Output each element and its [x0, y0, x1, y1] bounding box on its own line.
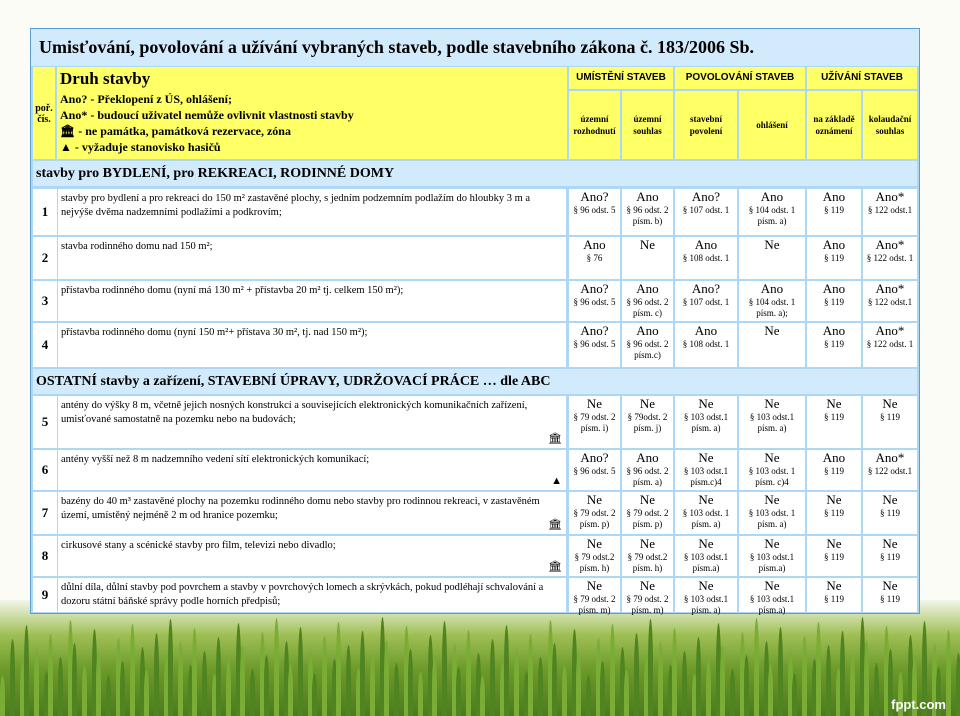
- answer-value: Ne: [764, 323, 780, 338]
- answer-cell: [569, 281, 620, 321]
- answer-cell: [675, 396, 737, 448]
- paragraph-reference: § 119: [824, 253, 844, 263]
- answer-value: Ne: [639, 396, 656, 411]
- row-description: [58, 396, 566, 448]
- paragraph-reference: § 119: [824, 297, 844, 307]
- answer-cell: [807, 189, 861, 235]
- answer-value: Ano?: [580, 450, 609, 465]
- row-description: [58, 189, 566, 235]
- answer-value: Ano: [822, 450, 846, 465]
- answer-value: Ano: [636, 323, 659, 338]
- answer-value: Ne: [882, 396, 898, 411]
- answer-value: Ne: [698, 492, 714, 507]
- paragraph-reference: § 103 odst.1 písm.a): [683, 552, 729, 573]
- answer-value: Ne: [882, 578, 898, 593]
- paragraph-reference: § 103 odst. 1 písm. a): [748, 508, 796, 529]
- answer-value: Ne: [639, 578, 656, 593]
- answer-cell: [863, 281, 917, 321]
- grass-blade: [600, 661, 605, 716]
- law-table: [30, 28, 920, 614]
- paragraph-reference: § 96 odst. 2 písm. a): [626, 466, 669, 487]
- paragraph-reference: § 122 odst.1: [867, 205, 913, 215]
- grass-blade: [802, 636, 807, 716]
- answer-cell: [622, 536, 673, 576]
- answer-cell: [807, 492, 861, 534]
- answer-value: Ano*: [875, 189, 905, 204]
- answer-value: Ne: [764, 536, 780, 551]
- grass-blade: [346, 645, 351, 716]
- grass-blade: [562, 666, 567, 716]
- grass-blade: [106, 675, 111, 716]
- grass-blade: [394, 663, 399, 716]
- row-number: 5: [33, 396, 57, 448]
- row-number: 7: [33, 492, 57, 534]
- grass-blade: [456, 667, 461, 716]
- answer-cell: [675, 536, 737, 576]
- paragraph-reference: § 103 odst.1 písm.a): [749, 552, 795, 573]
- paragraph-reference: § 122 odst. 1: [866, 253, 914, 263]
- answer-cell: [675, 281, 737, 321]
- row-description: [58, 237, 566, 279]
- answer-value: Ano: [636, 281, 659, 296]
- paragraph-reference: § 119: [824, 466, 844, 476]
- legend-line: Ano? - Překlopení z ÚS, ohlášení;: [60, 92, 233, 106]
- paragraph-reference: § 96 odst. 2 písm. b): [626, 205, 669, 226]
- grass-blade: [144, 670, 149, 716]
- answer-value: Ne: [586, 536, 603, 551]
- answer-value: Ano: [636, 189, 659, 204]
- answer-value: Ne: [764, 396, 780, 411]
- grass-blade: [298, 627, 303, 716]
- answer-value: Ne: [698, 450, 714, 465]
- grass-blade: [480, 676, 485, 716]
- group-umisteni: UMÍSTĚNÍ STAVEB: [569, 67, 673, 89]
- grass-blade: [658, 642, 663, 716]
- paragraph-reference: § 108 odst. 1: [682, 339, 730, 349]
- grass-blade: [864, 640, 869, 716]
- subcol-uzemni-souhlas: územní souhlas: [622, 91, 673, 159]
- answer-value: Ano*: [875, 237, 905, 252]
- grass-blade: [504, 625, 509, 716]
- answer-cell: [739, 578, 805, 615]
- answer-cell: [739, 323, 805, 367]
- answer-value: Ne: [826, 396, 842, 411]
- answer-cell: [863, 578, 917, 612]
- grass-blade: [744, 655, 749, 716]
- answer-cell: [569, 492, 620, 534]
- answer-value: Ne: [826, 492, 842, 507]
- answer-cell: [739, 492, 805, 534]
- answer-value: Ne: [698, 578, 714, 593]
- row-number: 8: [33, 536, 57, 576]
- answer-value: Ne: [826, 536, 842, 551]
- paragraph-reference: § 119: [824, 594, 844, 604]
- answer-cell: [739, 281, 805, 321]
- legend-line: 🏛 - ne památka, památková rezervace, zóna: [60, 124, 291, 138]
- paragraph-reference: § 107 odst. 1: [682, 297, 730, 307]
- grass-blade: [312, 673, 317, 716]
- paragraph-reference: § 96 odst. 5: [573, 205, 616, 215]
- answer-cell: [807, 237, 861, 279]
- watermark: fppt.com: [891, 697, 946, 712]
- description-text: stavba rodinného domu nad 150 m²;: [61, 241, 213, 252]
- answer-value: Ano*: [875, 323, 905, 338]
- grass-blade: [442, 621, 447, 716]
- answer-cell: [863, 323, 917, 367]
- grass-blade: [24, 625, 29, 716]
- paragraph-reference: § 103 odst.1 písm. a): [749, 412, 795, 433]
- answer-value: Ne: [764, 492, 780, 507]
- answer-cell: [622, 396, 673, 448]
- grass-blade: [706, 660, 711, 716]
- answer-cell: [739, 396, 805, 448]
- answer-value: Ne: [639, 492, 656, 507]
- grass-blade: [408, 649, 413, 716]
- answer-value: Ano: [760, 281, 784, 296]
- triangle-icon: ▲: [60, 140, 75, 154]
- paragraph-reference: § 79 odst.2 písm. h): [627, 552, 668, 573]
- answer-cell: [807, 323, 861, 367]
- answer-value: Ano?: [691, 189, 721, 204]
- answer-cell: [622, 281, 673, 321]
- answer-cell: [863, 237, 917, 279]
- answer-value: Ano: [694, 323, 718, 338]
- answer-value: Ano?: [580, 189, 609, 204]
- grass-blade: [754, 618, 759, 716]
- description-text: důlní díla, důlní stavby pod povrchem a stavby v povrchových lomech a skrývkách, pokud podléhají schvalování a dozoru státní báňské správy podle horních předpisů;: [61, 582, 544, 607]
- answer-cell: [863, 396, 917, 448]
- monument-icon: 🏛: [548, 519, 562, 531]
- answer-value: Ano*: [875, 281, 905, 296]
- grass-blade: [682, 651, 687, 716]
- paragraph-reference: § 79 odst. 2 písm. p): [573, 508, 616, 529]
- grass-blade: [384, 640, 389, 716]
- paragraph-reference: § 103 odst.1 písm. a): [683, 594, 729, 615]
- answer-value: Ne: [764, 578, 780, 593]
- grass-blade: [336, 622, 341, 716]
- paragraph-reference: § 119: [880, 508, 900, 518]
- paragraph-reference: § 79 odst. 2 písm. m): [573, 594, 616, 615]
- description-text: antény do výšky 8 m, včetně jejich nosných konstrukcí a souvisejících elektronických komunikačních zařízení, umisťované samostatně na pozemku nebo na budovách;: [61, 400, 528, 425]
- answer-cell: [739, 536, 805, 576]
- subcol-kolaudacni-souhlas: kolaudační souhlas: [863, 91, 917, 159]
- answer-value: Ne: [639, 237, 656, 252]
- paragraph-reference: § 119: [824, 508, 844, 518]
- grass-blade: [154, 633, 159, 716]
- answer-value: Ano: [822, 281, 846, 296]
- paragraph-reference: § 79 odst. 2 písm. i): [573, 412, 616, 433]
- answer-cell: [569, 396, 620, 448]
- grass-blade: [322, 636, 327, 716]
- grass-blade: [360, 631, 365, 716]
- grass-blade: [466, 630, 471, 716]
- grass-blade: [130, 624, 135, 716]
- answer-value: Ano: [694, 237, 718, 252]
- subcol-uzemni-rozhodnuti: územní rozhodnutí: [569, 91, 620, 159]
- answer-cell: [569, 189, 620, 235]
- legend: [57, 67, 567, 159]
- paragraph-reference: § 103 odst.1 písm.a): [749, 594, 795, 615]
- answer-value: Ne: [639, 536, 656, 551]
- answer-cell: [622, 237, 673, 279]
- grass-blade: [528, 634, 533, 716]
- answer-cell: [739, 237, 805, 279]
- grass-blade: [586, 675, 591, 716]
- answer-cell: [807, 450, 861, 490]
- grass-blade: [552, 643, 557, 716]
- grass-blade: [514, 648, 519, 716]
- paragraph-reference: § 103 odst.1 písm. a): [683, 412, 729, 433]
- answer-value: Ne: [764, 237, 780, 252]
- paragraph-reference: § 119: [824, 339, 844, 349]
- grass-blade: [634, 633, 639, 716]
- grass-blade: [874, 663, 879, 716]
- grass-blade: [0, 676, 5, 716]
- subcol-na-zaklade-oznameni: na základě oznámení: [807, 91, 861, 159]
- grass-blade: [82, 666, 87, 716]
- answer-cell: [863, 492, 917, 534]
- row-number: 6: [33, 450, 57, 490]
- grass-blade: [956, 653, 960, 716]
- answer-cell: [622, 189, 673, 235]
- grass-blade: [202, 651, 207, 716]
- paragraph-reference: § 79 odst.2 písm. h): [574, 552, 615, 573]
- grass-blade: [264, 655, 269, 716]
- paragraph-reference: § 96 odst. 5: [573, 339, 616, 349]
- grass-blade: [720, 646, 725, 716]
- answer-value: Ano: [636, 450, 659, 465]
- answer-value: Ano?: [580, 281, 609, 296]
- paragraph-reference: § 119: [880, 594, 900, 604]
- answer-cell: [569, 536, 620, 576]
- row-number: 4: [33, 323, 57, 367]
- grass-blade: [168, 619, 173, 716]
- subcol-ohlaseni: ohlášení: [739, 91, 805, 159]
- grass-blade: [288, 664, 293, 716]
- paragraph-reference: § 122 odst.1: [867, 466, 913, 476]
- description-text: cirkusové stany a scénické stavby pro film, televizi nebo divadlo;: [61, 540, 336, 551]
- grass-blade: [624, 670, 629, 716]
- grass-blade: [610, 624, 615, 716]
- paragraph-reference: § 103 odst.1 písm.c)4: [683, 466, 729, 487]
- answer-cell: [807, 396, 861, 448]
- paragraph-reference: § 79 odst. 2 písm. p): [626, 508, 669, 529]
- answer-value: Ne: [586, 492, 603, 507]
- paragraph-reference: § 103 odst. 1 písm. a): [682, 508, 730, 529]
- paragraph-reference: § 104 odst. 1 písm. a): [748, 205, 796, 226]
- grass-blade: [120, 661, 125, 716]
- row-number: 2: [33, 237, 57, 279]
- paragraph-reference: § 76: [586, 253, 603, 263]
- answer-value: Ano?: [580, 323, 609, 338]
- num-column-header: poř. čís.: [33, 67, 55, 159]
- grass-blade: [730, 669, 735, 716]
- answer-cell: [622, 578, 673, 615]
- grass-blade: [672, 628, 677, 716]
- grass-blade: [240, 646, 245, 716]
- description-text: bazény do 40 m³ zastavěné plochy na pozemku rodinného domu nebo stavby pro rodinnou rekreaci, v zastavěném území, umístěný nejméně 2 m od hranice pozemku;: [61, 496, 540, 521]
- paragraph-reference: § 79odst. 2 písm. j): [627, 412, 668, 433]
- grass-blade: [840, 631, 845, 716]
- answer-cell: [569, 323, 620, 367]
- grass-blade: [34, 648, 39, 716]
- grass-blade: [10, 639, 15, 716]
- grass-blade: [226, 660, 231, 716]
- answer-value: Ano*: [875, 450, 905, 465]
- grass-blade: [768, 664, 773, 716]
- grass-blade: [778, 627, 783, 716]
- table-title: Umisťování, povolování a užívání vybraných staveb, podle stavebního zákona č. 183/2006 Sb.: [31, 29, 919, 66]
- answer-value: Ne: [882, 492, 898, 507]
- answer-cell: [622, 492, 673, 534]
- grass-blade: [274, 618, 279, 716]
- monument-icon: 🏛: [548, 433, 562, 445]
- grass-blade: [648, 619, 653, 716]
- paragraph-reference: § 104 odst. 1 písm. a);: [748, 297, 796, 318]
- paragraph-reference: § 119: [824, 552, 844, 562]
- row-number: 9: [33, 578, 57, 612]
- answer-value: Ano?: [691, 281, 721, 296]
- answer-cell: [569, 578, 620, 615]
- answer-cell: [569, 237, 620, 279]
- section-bydleni: stavby pro BYDLENÍ, pro REKREACI, RODINNÉ DOMY: [33, 161, 917, 186]
- row-description: [58, 536, 566, 576]
- monument-icon: 🏛: [548, 561, 562, 573]
- legend-line: Ano* - budoucí uživatel nemůže ovlivnit vlastnosti stavby: [60, 108, 354, 122]
- paragraph-reference: § 122 odst.1: [867, 297, 913, 307]
- answer-value: Ne: [698, 396, 714, 411]
- answer-value: Ano: [822, 189, 846, 204]
- row-description: [58, 492, 566, 534]
- description-text: antény vyšší než 8 m nadzemního vedení sítí elektronických komunikací;: [61, 454, 370, 465]
- answer-cell: [807, 281, 861, 321]
- group-uzivani: UŽÍVÁNÍ STAVEB: [807, 67, 917, 89]
- answer-cell: [675, 323, 737, 367]
- grass-blade: [946, 630, 951, 716]
- grass-blade: [48, 634, 53, 716]
- answer-value: Ne: [586, 396, 603, 411]
- row-description: [58, 281, 566, 321]
- paragraph-reference: § 96 odst. 2 písm.c): [626, 339, 669, 360]
- description-text: stavby pro bydlení a pro rekreaci do 150 m² zastavěné plochy, s jedním podzemním podlažím do hloubky 3 m a nejvýše dvěma nadzemními podlažími a podkrovím;: [61, 193, 531, 218]
- paragraph-reference: § 96 odst. 2 písm. c): [626, 297, 669, 318]
- row-description: [58, 578, 566, 612]
- answer-value: Ano: [583, 237, 606, 252]
- paragraph-reference: § 96 odst. 5: [573, 297, 616, 307]
- grass-blade: [96, 652, 101, 716]
- grass-blade: [370, 654, 375, 716]
- grass-blade: [192, 628, 197, 716]
- monument-icon: 🏛: [60, 124, 79, 138]
- paragraph-reference: § 119: [824, 412, 844, 422]
- answer-value: Ano: [822, 237, 846, 252]
- row-description: [58, 323, 566, 367]
- grass-blade: [850, 654, 855, 716]
- grass-blade: [418, 672, 423, 716]
- row-description: [58, 450, 566, 490]
- subcol-stavebni-povoleni: stavební povolení: [675, 91, 737, 159]
- answer-cell: [863, 536, 917, 576]
- answer-value: Ne: [698, 536, 714, 551]
- answer-cell: [675, 492, 737, 534]
- grass-blade: [58, 657, 63, 716]
- answer-cell: [863, 450, 917, 490]
- description-text: přístavba rodinného domu (nyní má 130 m² + přístavba 20 m² tj. celkem 150 m²);: [61, 285, 404, 296]
- paragraph-reference: § 79 odst. 2 písm. m): [626, 594, 669, 615]
- triangle-icon: ▲: [551, 475, 562, 487]
- grass-blade: [178, 642, 183, 716]
- answer-cell: [569, 450, 620, 490]
- grass-blade: [792, 673, 797, 716]
- answer-cell: [863, 189, 917, 235]
- paragraph-reference: § 119: [880, 552, 900, 562]
- row-number: 1: [33, 189, 57, 235]
- section-ostatni: OSTATNÍ stavby a zařízení, STAVEBNÍ ÚPRAVY, UDRŽOVACÍ PRÁCE … dle ABC: [33, 369, 917, 394]
- paragraph-reference: § 119: [880, 412, 900, 422]
- paragraph-reference: § 107 odst. 1: [682, 205, 730, 215]
- legend-line: ▲ - vyžaduje stanovisko hasičů: [60, 140, 221, 154]
- answer-cell: [739, 189, 805, 235]
- answer-cell: [675, 237, 737, 279]
- grass-blade: [538, 657, 543, 716]
- description-text: přístavba rodinného domu (nyní 150 m²+ přístava 30 m², tj. nad 150 m²);: [61, 327, 368, 338]
- answer-value: Ano: [760, 189, 784, 204]
- grass-blade: [432, 658, 437, 716]
- paragraph-reference: § 119: [824, 205, 844, 215]
- grass-blade: [576, 652, 581, 716]
- grass-decoration: [0, 600, 960, 716]
- grass-blade: [216, 637, 221, 716]
- answer-cell: [675, 189, 737, 235]
- answer-value: Ne: [586, 578, 603, 593]
- grass-blade: [72, 643, 77, 716]
- group-povolovani: POVOLOVÁNÍ STAVEB: [675, 67, 805, 89]
- grass-blade: [490, 639, 495, 716]
- answer-value: Ne: [764, 450, 780, 465]
- paragraph-reference: § 108 odst. 1: [682, 253, 730, 263]
- answer-cell: [622, 323, 673, 367]
- paragraph-reference: § 96 odst. 5: [573, 466, 616, 476]
- legend-title: Druh stavby: [60, 69, 151, 88]
- row-number: 3: [33, 281, 57, 321]
- answer-value: Ano: [822, 323, 846, 338]
- answer-cell: [739, 450, 805, 490]
- paragraph-reference: § 122 odst. 1: [866, 339, 914, 349]
- answer-value: Ne: [882, 536, 898, 551]
- answer-value: Ne: [826, 578, 842, 593]
- grass-blade: [250, 669, 255, 716]
- answer-cell: [807, 578, 861, 612]
- grass-blade: [696, 637, 701, 716]
- answer-cell: [675, 578, 737, 615]
- answer-cell: [807, 536, 861, 576]
- grass-blade: [816, 622, 821, 716]
- paragraph-reference: § 103 odst. 1 písm. c)4: [748, 466, 796, 487]
- answer-cell: [675, 450, 737, 490]
- answer-cell: [622, 450, 673, 490]
- grass-blade: [826, 645, 831, 716]
